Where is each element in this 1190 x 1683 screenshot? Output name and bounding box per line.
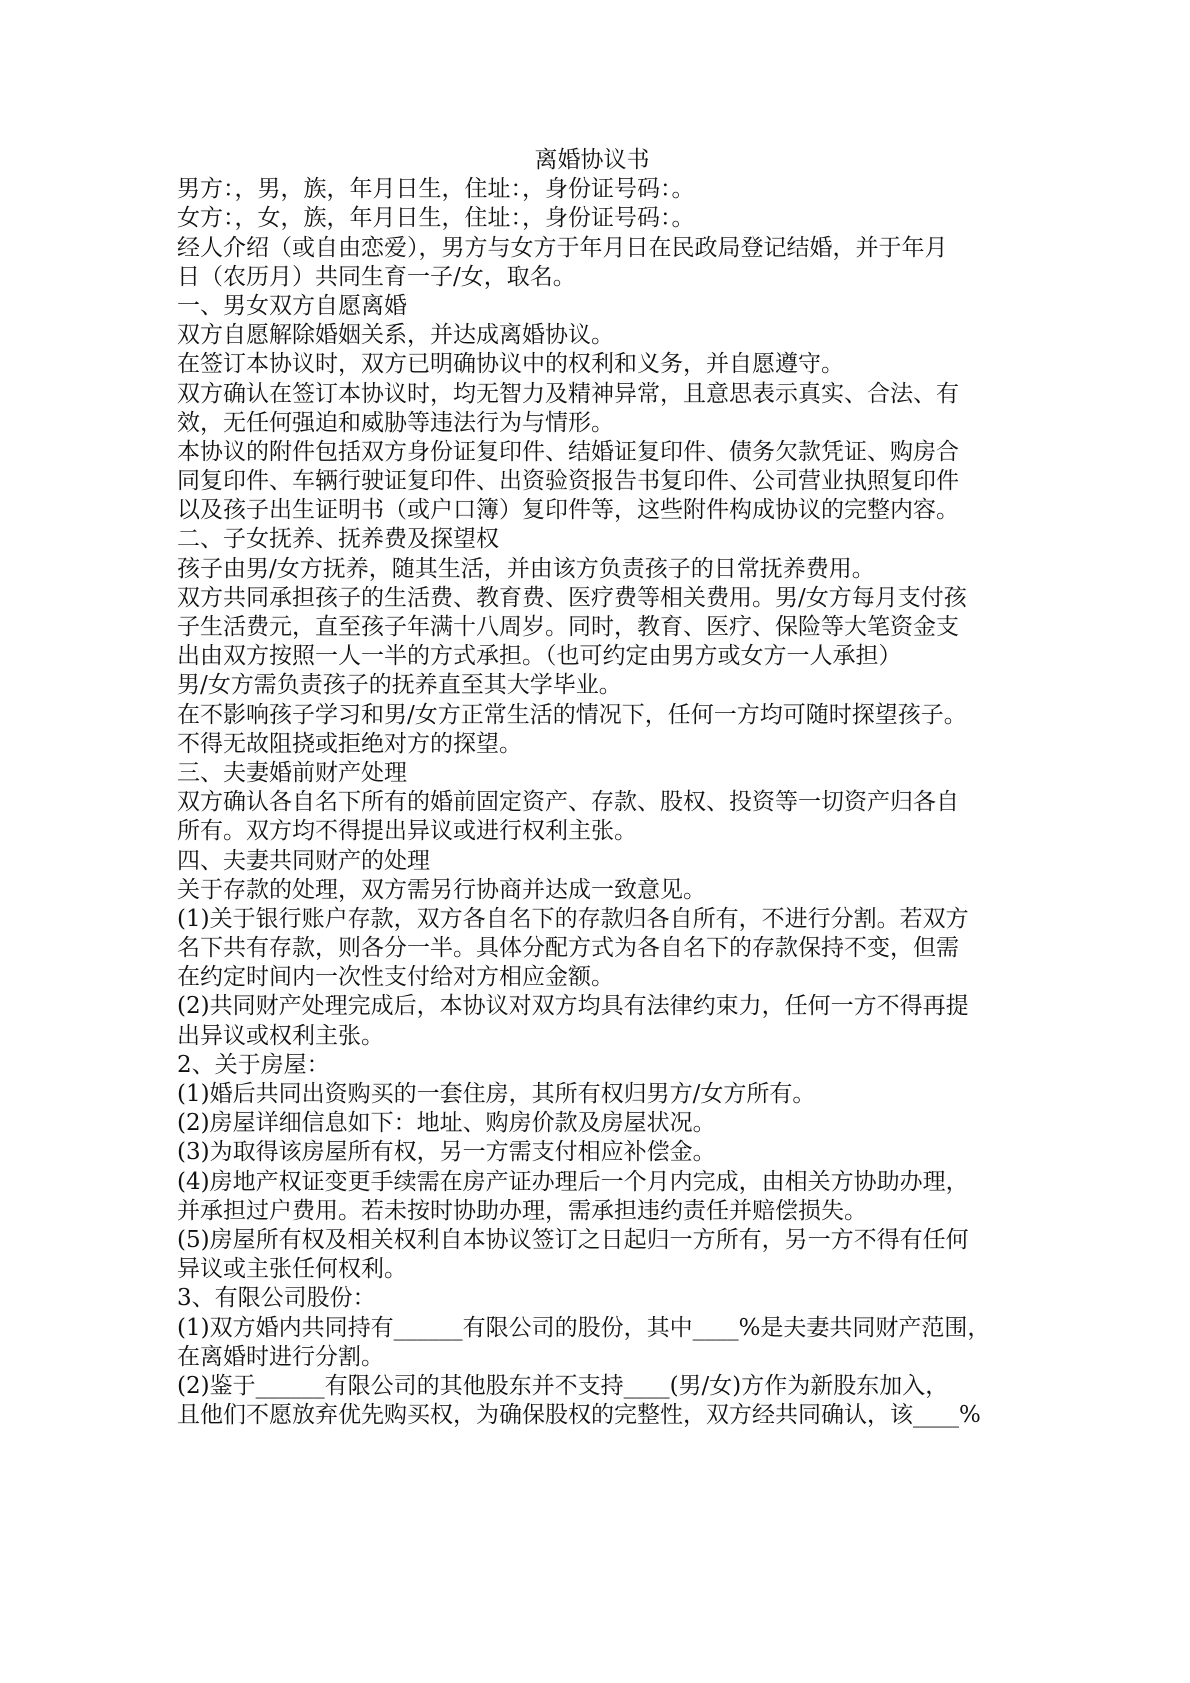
paragraph-line: 双方确认各自名下所有的婚前固定资产、存款、股权、投资等一切资产归各自: [177, 789, 959, 816]
paragraph-line: 在签订本协议时，双方已明确协议中的权利和义务，并自愿遵守。: [177, 351, 844, 378]
paragraph-line: 孩子由男/女方抚养，随其生活，并由该方负责孩子的日常抚养费用。: [177, 555, 875, 582]
paragraph-line: 在离婚时进行分割。: [177, 1343, 384, 1370]
paragraph-line: 子生活费元，直至孩子年满十八周岁。同时，教育、医疗、保险等大笔资金支: [177, 614, 959, 640]
paragraph-line: 在约定时间内一次性支付给对方相应金额。: [177, 964, 614, 991]
paragraph-line: (1)关于银行账户存款，双方各自名下的存款归各自所有，不进行分割。若双方: [177, 905, 969, 932]
paragraph-line: (4)房地产权证变更手续需在房产证办理后一个月内完成，由相关方协助办理，: [177, 1168, 969, 1195]
document-title: 离婚协议书: [534, 147, 650, 173]
paragraph-line: 名下共有存款，则各分一半。具体分配方式为各自名下的存款保持不变，但需: [177, 935, 959, 962]
paragraph-line: 二、子女抚养、抚养费及探望权: [177, 526, 499, 553]
paragraph-line: 不得无故阻挠或拒绝对方的探望。: [177, 730, 522, 757]
paragraph-line: (2)房屋详细信息如下：地址、购房价款及房屋状况。: [177, 1110, 716, 1137]
paragraph-line: 所有。双方均不得提出异议或进行权利主张。: [177, 818, 637, 845]
document-page: [177, 146, 1017, 1430]
paragraph-line: (3)为取得该房屋所有权，另一方需支付相应补偿金。: [177, 1139, 716, 1166]
paragraph-line: 双方自愿解除婚姻关系，并达成离婚协议。: [177, 322, 614, 349]
paragraph-line: 且他们不愿放弃优先购买权，为确保股权的完整性，双方经共同确认，该____%: [177, 1402, 981, 1429]
paragraph-line: 经人介绍（或自由恋爱），男方与女方于年月日在民政局登记结婚，并于年月: [177, 234, 948, 261]
paragraph-line: (5)房屋所有权及相关权利自本协议签订之日起归一方所有，另一方不得有任何: [177, 1226, 969, 1253]
paragraph-line: 效，无任何强迫和威胁等违法行为与情形。: [177, 409, 614, 436]
document-body: [177, 175, 1017, 1430]
paragraph-line: 一、男女双方自愿离婚: [177, 292, 407, 319]
paragraph-line: 异议或主张任何权利。: [177, 1256, 407, 1283]
paragraph-line: 双方确认在签订本协议时，均无智力及精神异常，且意思表示真实、合法、有: [177, 380, 959, 407]
paragraph-line: 并承担过户费用。若未按时协助办理，需承担违约责任并赔偿损失。: [177, 1197, 867, 1224]
paragraph-line: 日（农历月）共同生育一子/女，取名。: [177, 263, 576, 290]
paragraph-line: 2、关于房屋：: [177, 1051, 330, 1078]
paragraph-line: 四、夫妻共同财产的处理: [177, 847, 430, 874]
paragraph-line: (2)共同财产处理完成后，本协议对双方均具有法律约束力，任何一方不得再提: [177, 993, 969, 1020]
paragraph-line: 本协议的附件包括双方身份证复印件、结婚证复印件、债务欠款凭证、购房合: [177, 438, 959, 465]
paragraph-line: 同复印件、车辆行驶证复印件、出资验资报告书复印件、公司营业执照复印件: [177, 468, 959, 495]
paragraph-line: (1)双方婚内共同持有______有限公司的股份，其中____%是夫妻共同财产范围，: [177, 1314, 991, 1341]
paragraph-line: 三、夫妻婚前财产处理: [177, 759, 407, 786]
paragraph-line: (2)鉴于______有限公司的其他股东并不支持____(男/女)方作为新股东加入，: [177, 1372, 949, 1399]
paragraph-line: 出异议或权利主张。: [177, 1022, 384, 1049]
paragraph-line: 男方：，男，族，年月日生，住址：，身份证号码：。: [177, 176, 695, 203]
paragraph-line: 关于存款的处理，双方需另行协商并达成一致意见。: [177, 876, 706, 903]
paragraph-line: 3、有限公司股份：: [177, 1285, 376, 1312]
paragraph-line: 以及孩子出生证明书（或户口簿）复印件等，这些附件构成协议的完整内容。: [177, 497, 959, 524]
paragraph-line: 出由双方按照一人一半的方式承担。（也可约定由男方或女方一人承担）: [177, 643, 902, 670]
paragraph-line: 双方共同承担孩子的生活费、教育费、医疗费等相关费用。男/女方每月支付孩: [177, 584, 967, 611]
paragraph-line: 女方：，女，族，年月日生，住址：，身份证号码：。: [177, 205, 695, 232]
paragraph-line: 在不影响孩子学习和男/女方正常生活的情况下，任何一方均可随时探望孩子。: [177, 701, 967, 728]
paragraph-line: (1)婚后共同出资购买的一套住房，其所有权归男方/女方所有。: [177, 1081, 816, 1107]
paragraph-line: 男/女方需负责孩子的抚养直至其大学毕业。: [177, 672, 622, 699]
